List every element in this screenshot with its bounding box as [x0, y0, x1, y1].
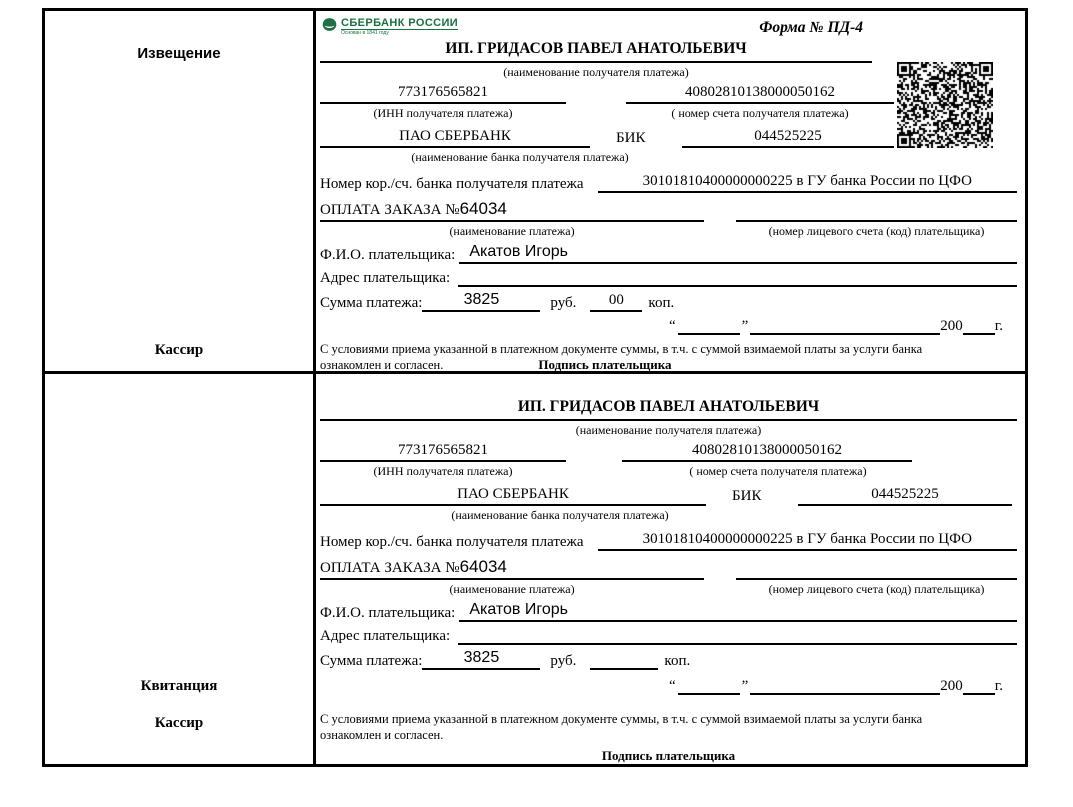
payment-name-captions	[320, 224, 1017, 239]
personal-account-line	[736, 562, 1017, 580]
caption-payment-name: (наименование платежа)	[449, 224, 575, 238]
date-day-line	[678, 679, 740, 695]
inn-account-row	[320, 442, 912, 462]
sberbank-logo	[322, 17, 458, 36]
sberbank-logo-icon	[322, 17, 337, 32]
sum-value: 3825	[422, 291, 540, 312]
address-label: Адрес плательщика:	[320, 628, 451, 644]
bik-label: БИК	[616, 130, 646, 146]
quote-open: “	[668, 318, 676, 334]
agreement-line1: С условиями приема указанной в платежном документе суммы, в т.ч. с суммой взимаемой платы за услуги банка	[320, 712, 923, 726]
inn-value: 773176565821	[320, 84, 566, 104]
caption-account: ( номер счета получателя платежа)	[671, 106, 849, 120]
notice-form-cell	[316, 11, 1025, 371]
payment-name-prefix: ОПЛАТА ЗАКАЗА №	[320, 560, 460, 576]
sum-label: Сумма платежа:	[320, 295, 423, 311]
kop-value: 00	[590, 292, 642, 312]
payment-name	[320, 557, 704, 580]
caption-inn: (ИНН получателя платежа)	[373, 464, 513, 478]
bank-logo-text	[341, 17, 458, 36]
kop-label: коп.	[664, 653, 691, 669]
personal-account-line	[736, 204, 1017, 222]
date-month-line	[750, 679, 940, 695]
year-suffix: г.	[994, 678, 1003, 694]
inn-value: 773176565821	[320, 442, 566, 462]
korr-label: Номер кор./сч. банка получателя платежа	[320, 176, 584, 192]
korr-label: Номер кор./сч. банка получателя платежа	[320, 534, 584, 550]
bank-name: ПАО СБЕРБАНК	[320, 486, 706, 506]
recipient-name: ИП. ГРИДАСОВ ПАВЕЛ АНАТОЛЬЕВИЧ	[320, 398, 1017, 421]
bik-value: 044525225	[798, 486, 1012, 506]
quote-close: ”	[741, 318, 749, 334]
fio-label: Ф.И.О. плательщика:	[320, 605, 456, 621]
caption-personal-account: (номер лицевого счета (код) плательщика)	[768, 582, 985, 596]
caption-bank: (наименование банка получателя платежа)	[411, 150, 629, 164]
bik-value: 044525225	[682, 128, 894, 148]
order-number: 64034	[459, 199, 507, 218]
fio-value: Акатов Игорь	[459, 601, 1017, 622]
payment-name-row	[320, 199, 1017, 222]
caption-payment-name: (наименование платежа)	[449, 582, 575, 596]
cashier-label: Кассир	[154, 342, 204, 358]
bank-logo-tagline: Основан в 1841 году	[341, 30, 389, 37]
korr-value: 30101810400000000225 в ГУ банка России по ЦФО	[598, 173, 1017, 193]
receipt-section	[45, 374, 1025, 764]
form-header	[322, 17, 1017, 39]
bank-logo-name: СБЕРБАНК РОССИИ	[341, 17, 459, 29]
fio-label: Ф.И.О. плательщика:	[320, 247, 456, 263]
account-value: 40802810138000050162	[622, 442, 912, 462]
caption-bank: (наименование банка получателя платежа)	[451, 508, 669, 522]
korr-row	[320, 531, 1017, 551]
payment-sheet	[42, 8, 1028, 767]
caption-personal-account: (номер лицевого счета (код) плательщика)	[768, 224, 985, 238]
korr-row	[320, 173, 1017, 193]
date-row	[320, 678, 1003, 695]
rub-label: руб.	[550, 295, 577, 311]
fio-value: Акатов Игорь	[459, 243, 1017, 264]
notice-section	[45, 11, 1025, 374]
date-row	[320, 318, 1003, 335]
fio-row	[320, 601, 1017, 622]
caption-inn: (ИНН получателя платежа)	[373, 106, 513, 120]
address-row	[320, 268, 1017, 287]
address-line	[458, 268, 1017, 287]
cashier-label: Кассир	[154, 715, 204, 731]
forma-label: Форма № ПД-4	[759, 19, 863, 36]
rub-label: руб.	[550, 653, 577, 669]
inn-account-captions	[320, 464, 912, 480]
address-row	[320, 626, 1017, 645]
address-line	[458, 626, 1017, 645]
inn-account-captions	[320, 106, 894, 122]
payment-name-captions	[320, 582, 1017, 597]
receipt-stub-cell	[45, 374, 316, 764]
stub-title: Извещение	[137, 45, 221, 62]
recipient-name: ИП. ГРИДАСОВ ПАВЕЛ АНАТОЛЬЕВИЧ	[320, 40, 872, 63]
fio-row	[320, 243, 1017, 264]
caption-recipient: (наименование получателя платежа)	[503, 65, 689, 79]
account-value: 40802810138000050162	[626, 84, 894, 104]
bank-row	[320, 128, 894, 148]
year-line	[963, 679, 995, 695]
inn-account-row	[320, 84, 894, 104]
date-month-line	[750, 319, 940, 335]
sum-label: Сумма платежа:	[320, 653, 423, 669]
signature-label: Подпись плательщика	[538, 357, 672, 371]
korr-value: 30101810400000000225 в ГУ банка России по ЦФО	[598, 531, 1017, 551]
year-prefix: 200	[940, 318, 963, 334]
caption-recipient: (наименование получателя платежа)	[575, 423, 762, 437]
year-prefix: 200	[940, 678, 963, 694]
payment-name-row	[320, 557, 1017, 580]
agreement-line2-row	[320, 357, 1017, 371]
kop-value	[590, 667, 658, 670]
payment-name-prefix: ОПЛАТА ЗАКАЗА №	[320, 202, 460, 218]
stub-title: Квитанция	[140, 678, 218, 694]
qr-code	[897, 62, 993, 148]
signature-label: Подпись плательщика	[601, 747, 736, 763]
sum-row	[320, 649, 1017, 670]
bank-row	[320, 486, 1012, 506]
notice-stub-cell	[45, 11, 316, 371]
quote-open: “	[668, 678, 676, 694]
agreement-line1: С условиями приема указанной в платежном документе суммы, в т.ч. с суммой взимаемой платы за услуги банка	[320, 342, 923, 356]
quote-close: ”	[741, 678, 749, 694]
receipt-form-cell	[316, 374, 1025, 764]
year-line	[963, 319, 995, 335]
agreement-line2: ознакомлен и согласен.	[320, 728, 444, 743]
order-number: 64034	[459, 557, 507, 576]
address-label: Адрес плательщика:	[320, 270, 451, 286]
agreement-line2-row	[320, 727, 1017, 743]
sum-row	[320, 291, 1017, 312]
sum-value: 3825	[422, 649, 540, 670]
kop-label: коп.	[648, 295, 675, 311]
date-day-line	[678, 319, 740, 335]
year-suffix: г.	[994, 318, 1003, 334]
bik-label: БИК	[732, 488, 762, 504]
payment-name	[320, 199, 704, 222]
agreement-line2: ознакомлен и согласен.	[320, 358, 444, 371]
caption-account: ( номер счета получателя платежа)	[689, 464, 867, 478]
bank-name: ПАО СБЕРБАНК	[320, 128, 590, 148]
